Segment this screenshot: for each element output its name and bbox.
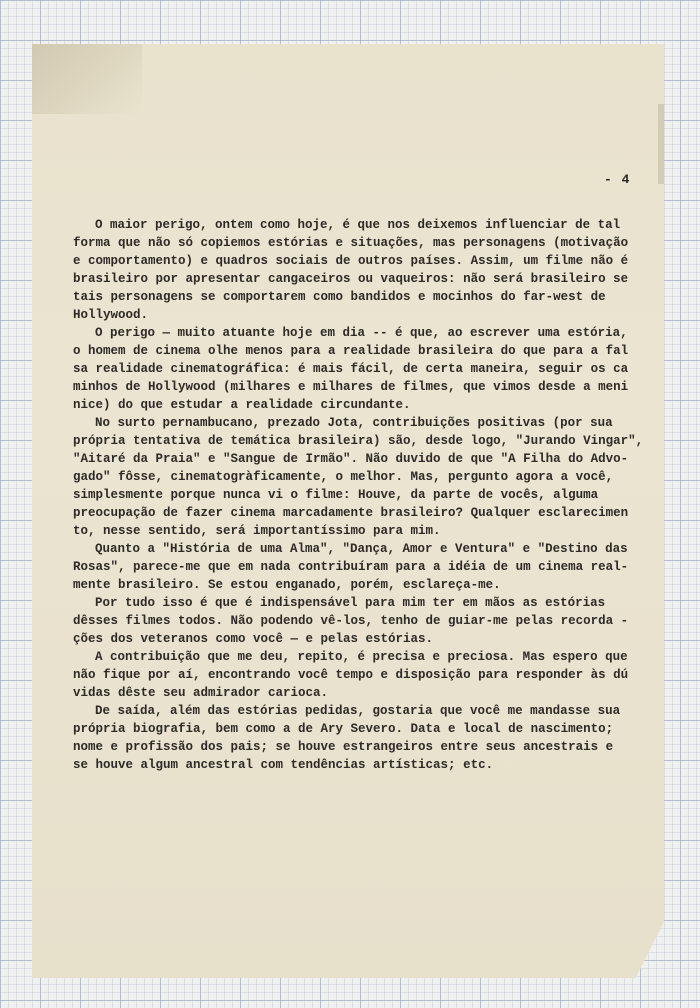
text-line: tais personagens se comportarem como bandidos e mocinhos do far-west de: [73, 290, 606, 304]
text-line: nome e profissão dos pais; se houve estrangeiros entre seus ancestrais e: [73, 740, 614, 754]
typed-letter-body: [73, 216, 648, 774]
text-line: sa realidade cinematográfica: é mais fácil, de certa maneira, seguir os ca: [73, 362, 629, 376]
text-line: Hollywood.: [73, 308, 149, 322]
text-line: própria biografia, bem como a de Ary Severo. Data e local de nascimento;: [73, 722, 614, 736]
text-line: se houve algum ancestral com tendências artísticas; etc.: [73, 758, 494, 772]
text-line: ções dos veteranos como você — e pelas estórias.: [73, 632, 434, 646]
text-line: to, nesse sentido, será importantíssimo para mim.: [73, 524, 441, 538]
text-line: preocupação de fazer cinema marcadamente brasileiro? Qualquer esclarecimen: [73, 506, 629, 520]
text-line: e comportamento) e quadros sociais de outros países. Assim, um filme não é: [73, 254, 629, 268]
paper-fold-shading: [32, 44, 142, 114]
text-line: A contribuição que me deu, repito, é precisa e preciosa. Mas espero que: [95, 650, 628, 664]
text-line: não fique por aí, encontrando você tempo e disposição para responder às dú: [73, 668, 629, 682]
text-line: nice) do que estudar a realidade circundante.: [73, 398, 411, 412]
text-line: vidas dêste seu admirador carioca.: [73, 686, 329, 700]
text-line: o homem de cinema olhe menos para a realidade brasileira do que para a fal: [73, 344, 629, 358]
text-line: minhos de Hollywood (milhares e milhares de filmes, que vimos desde a meni: [73, 380, 629, 394]
page-number: - 4: [604, 172, 631, 187]
text-line: brasileiro por apresentar cangaceiros ou vaqueiros: não será brasileiro se: [73, 272, 629, 286]
paper-edge-stain: [658, 104, 664, 184]
text-line: gado" fôsse, cinematogràficamente, o melhor. Mas, pergunto agora a você,: [73, 470, 614, 484]
text-line: simplesmente porque nunca vi o filme: Houve, da parte de vocês, alguma: [73, 488, 599, 502]
text-line: dêsses filmes todos. Não podendo vê-los, tenho de guiar-me pelas recorda -: [73, 614, 629, 628]
text-line: "Aitaré da Praia" e "Sangue de Irmão". Não duvido de que "A Filha do Advo-: [73, 452, 629, 466]
text-line: O maior perigo, ontem como hoje, é que nos deixemos influenciar de tal: [95, 218, 621, 232]
text-line: No surto pernambucano, prezado Jota, contribuições positivas (por sua: [95, 416, 613, 430]
text-line: O perigo — muito atuante hoje em dia -- é que, ao escrever uma estória,: [95, 326, 628, 340]
text-line: De saída, além das estórias pedidas, gostaria que você me mandasse sua: [95, 704, 621, 718]
text-line: Por tudo isso é que é indispensável para mim ter em mãos as estórias: [95, 596, 606, 610]
text-line: Rosas", parece-me que em nada contribuíram para a idéia de um cinema real-: [73, 560, 629, 574]
text-line: própria tentativa de temática brasileira) são, desde logo, "Jurando Vingar",: [73, 434, 644, 448]
text-line: mente brasileiro. Se estou enganado, porém, esclareça-me.: [73, 578, 501, 592]
text-line: Quanto a "História de uma Alma", "Dança, Amor e Ventura" e "Destino das: [95, 542, 628, 556]
text-line: forma que não só copiemos estórias e situações, mas personagens (motivação: [73, 236, 629, 250]
